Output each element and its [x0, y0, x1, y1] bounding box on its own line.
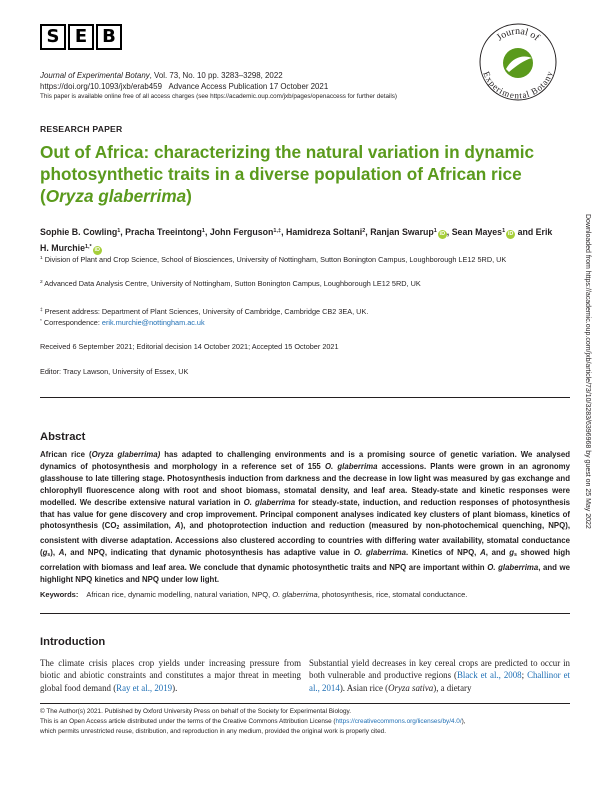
- article-title: [40, 141, 560, 207]
- download-side-note: [583, 214, 595, 576]
- author-name: Ranjan Swarup: [370, 227, 434, 237]
- open-access-note: This paper is available online free of all access charges (see https://academic.oup.com/jxb/pages/openaccess for further details): [40, 93, 398, 100]
- journal-seal-icon: [478, 22, 558, 102]
- author-name: Erik H. Murchie: [40, 227, 553, 253]
- seb-logo: [40, 24, 122, 50]
- orcid-icon[interactable]: iD: [507, 231, 514, 237]
- author-affiliation-sup: 2: [362, 228, 366, 234]
- license-link[interactable]: https://creativecommons.org/licenses/by/4.0/: [335, 718, 462, 725]
- side-note-text: Downloaded from https://academic.oup.com/jxb/article/73/10/3283/6396968 by guest on 25 May 2022: [584, 214, 591, 529]
- author-name: Sean Mayes: [451, 227, 503, 237]
- orcid-icon[interactable]: iD: [94, 247, 100, 253]
- logo-letter-s: S: [40, 24, 66, 50]
- seal-text-bottom: Experimental Botany: [481, 69, 555, 101]
- correspondence-label: Correspondence:: [43, 318, 102, 327]
- keywords: [40, 590, 570, 600]
- ref-challinor-2014[interactable]: Challinor et al., 2014: [309, 670, 570, 693]
- intro-column-left: The climate crisis places crop yields under increasing pressure from biotic and abiotic constraints and constitutes a major threat in meeting global food demand (Ray et al., 2019).: [40, 658, 301, 693]
- correspondence: [40, 317, 570, 329]
- abstract-heading: Abstract: [40, 431, 86, 443]
- author-affiliation-sup: 1,‡: [273, 228, 282, 234]
- author-separator: ,: [204, 227, 210, 237]
- citation-line: [40, 70, 283, 81]
- abstract-body: African rice (Oryza glaberrima) has adapted to challenging environments and is a promising source of genetic variation. We analysed dynamics of photosynthesis and morphology in a reference set of 155 O. glaberrima accessions. Plants were grown in an agronomy glasshouse to late tillering stage. Photosynthesis induction from darkness and the decrease in low light was measured by gas exchange and chlorophyll fluorescence along with root and shoot biomass, stomatal density, and leaf area. Steady-state and kinetic responses were modelled. We describe extensive natural variation in O. glaberrima for steady-state, induction, and reduction responses of photosynthesis that has value for gene discovery and crop improvement. Principal component analyses indicated key clusters of plant biomass, kinetics of photosynthesis ($CO_2$ assimilation, A), and photoprotection induction and reduction (measured by non-photochemical quenching, NPQ), consistent with diverse adaptation. Accessions also clustered according to countries with differing water availability, stomatal conductance $(g_s)$, A, and NPQ, indicating that dynamic photosynthesis has adaptive value in O. glaberrima. Kinetics of NPQ, A, and $g_s$ showed high correlation with biomass and leaf area. We conclude that dynamic photosynthetic traits and NPQ are important within O. glaberrima, and we highlight NPQ kinetics and NPQ under low light.: [40, 450, 571, 585]
- editor-line: Editor: Tracy Lawson, University of Essex, UK: [40, 367, 189, 376]
- correspondence-sup: *: [40, 319, 42, 324]
- doi-link[interactable]: https://doi.org/10.1093/jxb/erab459: [40, 82, 162, 91]
- footer-divider: [40, 703, 570, 704]
- present-address-text: Present address: Department of Plant Sciences, University of Cambridge, Cambridge CB2 3EA, UK.: [44, 307, 369, 316]
- present-address-sup: ‡: [40, 308, 43, 313]
- author-name: Pracha Treeintong: [125, 227, 202, 237]
- keywords-text-2: , photosynthesis, rice, stomatal conductance.: [317, 590, 468, 599]
- correspondence-email-link[interactable]: erik.murchie@nottingham.ac.uk: [101, 318, 205, 327]
- intro-column-right: Substantial yield decreases in key cereal crops are predicted to occur in both vulnerable and productive regions (Black et al., 2008; Challinor et al., 2014). Asian rice (Oryza sativa), a dietary: [309, 658, 570, 693]
- journal-name: Journal of Experimental Botany: [40, 71, 150, 80]
- author-name: Hamidreza Soltani: [285, 227, 363, 237]
- introduction-heading: Introduction: [40, 636, 106, 648]
- ref-black-2008[interactable]: Black et al., 2008: [456, 670, 522, 681]
- footer-license: This is an Open Access article distributed under the terms of the Creative Commons Attribution License (https://creativecommons.org/licenses/by/4.0/),: [40, 718, 466, 725]
- author-separator: and: [515, 227, 536, 237]
- affiliation-2: [40, 278, 570, 290]
- affiliation-2-sup: 2: [40, 280, 43, 285]
- author-name: Sophie B. Cowling: [40, 227, 118, 237]
- footer-permissions: which permits unrestricted reuse, distribution, and reproduction in any medium, provided the original work is properly cited.: [40, 728, 386, 735]
- keywords-species: O. glaberrima: [272, 590, 318, 599]
- author-separator: ,: [281, 227, 286, 237]
- doi-line: [40, 81, 328, 92]
- author-affiliation-sup: 1,*: [84, 244, 92, 250]
- title-end: ): [186, 186, 192, 206]
- volume-info: , Vol. 73, No. 10 pp. 3283–3298, 2022: [149, 71, 283, 80]
- author-separator: ,: [446, 227, 452, 237]
- keywords-text-1: African rice, dynamic modelling, natural variation, NPQ,: [86, 590, 273, 599]
- affiliation-1-text: Division of Plant and Crop Science, School of Biosciences, University of Nottingham, Sutton Bonington Campus, Loughborough LE12 5RD, UK: [44, 255, 507, 264]
- author-affiliation-sup: 1: [201, 228, 205, 234]
- author-name: John Ferguson: [209, 227, 274, 237]
- seal-text-top: Journal of: [494, 25, 542, 44]
- logo-letter-b: B: [96, 24, 122, 50]
- affiliation-2-text: Advanced Data Analysis Centre, University of Nottingham, Sutton Bonington Campus, Loughborough LE12 5RD, UK: [44, 279, 421, 288]
- divider-top: [40, 397, 570, 398]
- divider-bottom: [40, 613, 570, 614]
- article-type: RESEARCH PAPER: [40, 124, 123, 134]
- affiliation-1: [40, 254, 570, 266]
- footer-copyright: © The Author(s) 2021. Published by Oxford University Press on behalf of the Society for Experimental Biology.: [40, 708, 352, 715]
- author-affiliation-sup: 1: [433, 228, 437, 234]
- author-affiliation-sup: 1: [117, 228, 121, 234]
- present-address: [40, 306, 570, 318]
- advance-access: Advance Access Publication 17 October 2021: [168, 82, 329, 91]
- orcid-icon[interactable]: iD: [439, 231, 446, 237]
- author-separator: ,: [365, 227, 371, 237]
- logo-letter-e: E: [68, 24, 94, 50]
- author-separator: ,: [120, 227, 126, 237]
- title-main: Out of Africa: characterizing the natural variation in dynamic photosynthetic traits in a diverse population of African rice (: [40, 142, 535, 206]
- author-list: [40, 224, 560, 256]
- author-affiliation-sup: 1: [502, 228, 506, 234]
- affiliation-1-sup: 1: [40, 256, 43, 261]
- received-dates: Received 6 September 2021; Editorial decision 14 October 2021; Accepted 15 October 2021: [40, 342, 339, 351]
- keywords-label: Keywords:: [40, 590, 79, 599]
- title-species: Oryza glaberrima: [45, 186, 187, 206]
- ref-ray-2019[interactable]: Ray et al., 2019: [116, 682, 173, 693]
